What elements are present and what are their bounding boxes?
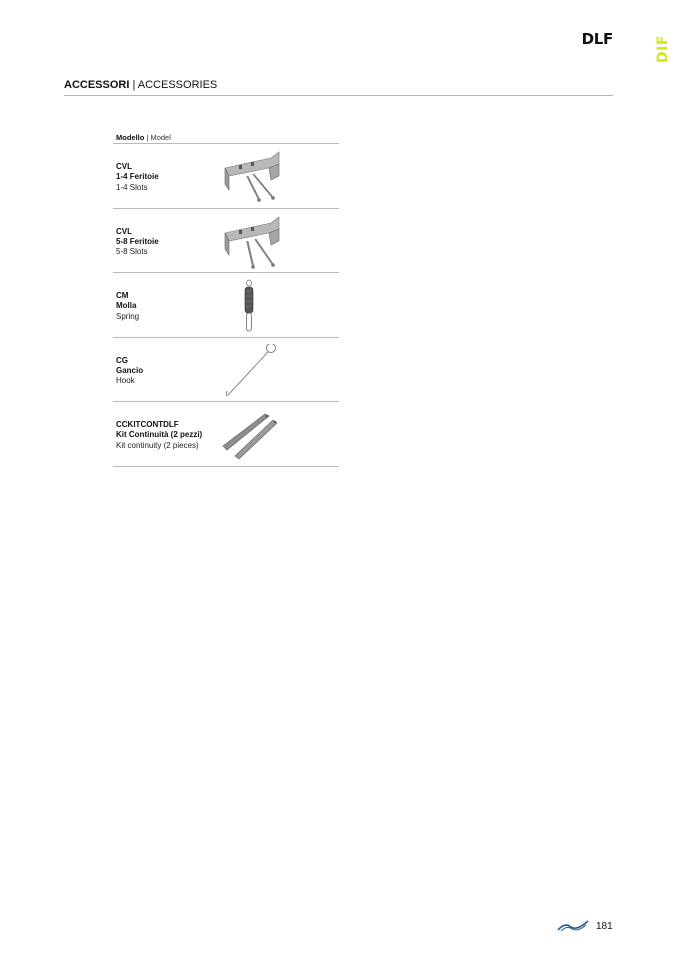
row-text [116,162,159,193]
row-code: CM [116,291,129,300]
bracket-with-pins-icon [221,215,287,269]
bracket-with-pins-icon [221,150,287,204]
row-name-en: Kit continuity (2 pieces) [116,440,199,450]
table-row [113,338,339,403]
row-name-en: 1-4 Slots [116,182,148,192]
row-name-it: 1-4 Feritoie [116,172,159,182]
section-title-bold: ACCESSORI [64,79,130,91]
row-name-it: Kit Continuità (2 pezzi) [116,430,203,440]
product-title: DLF [581,30,613,48]
continuity-bars-icon [221,408,287,462]
row-code: CVL [116,226,132,236]
row-name-it: 5-8 Feritoie [116,236,159,246]
row-name-en: Hook [116,376,135,386]
table-header [113,131,339,144]
row-code: CG [116,355,128,365]
side-tab-label: DIF [655,35,671,63]
table-header-separator: | [144,133,151,142]
row-text [116,356,143,387]
table-row [113,273,339,338]
row-name-it: Gancio [116,365,144,375]
page-number: 181 [596,921,613,932]
row-text [116,291,139,322]
section-divider [64,95,613,96]
table-header-light: Model [150,133,171,142]
row-text [116,420,202,451]
row-text [116,227,159,258]
row-code: CVL [116,162,132,171]
spring-icon [221,279,287,333]
table-row [113,209,339,274]
table-row [113,402,339,467]
table-header-bold: Modello [116,133,145,142]
section-title-light: ACCESSORIES [137,79,218,91]
brand-wave-logo [557,919,589,933]
row-name-en: 5-8 Slots [116,247,148,257]
section-title [64,79,217,91]
table-row [113,144,339,209]
row-code: CCKITCONTDLF [116,420,179,429]
row-name-en: Spring [116,311,140,321]
side-tab [652,34,674,64]
hook-icon [221,344,287,398]
row-name-it: Molla [116,301,137,311]
section-title-separator: | [129,79,138,91]
accessories-table [113,131,339,467]
